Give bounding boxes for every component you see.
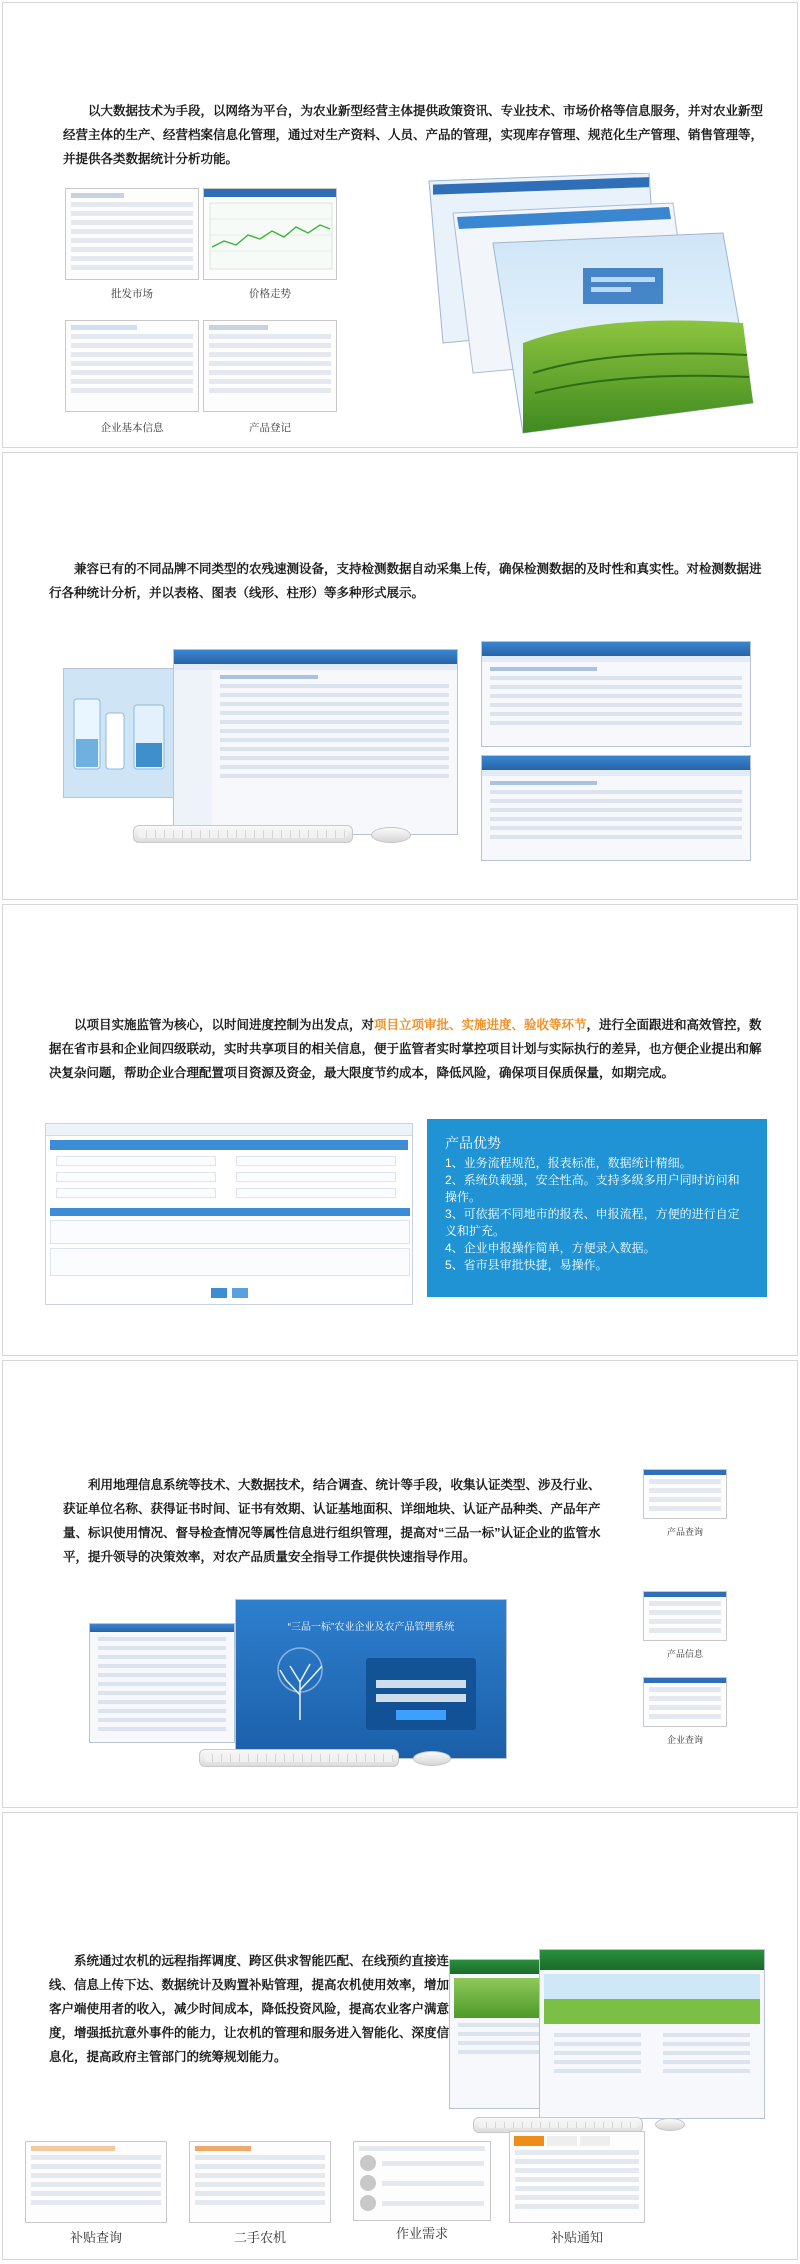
price-trend-thumbnail xyxy=(203,188,337,280)
detection-table-screen-top xyxy=(481,641,751,747)
mouse xyxy=(371,827,411,843)
subsidy-notice-caption: 补贴通知 xyxy=(550,2230,603,2245)
system-title: “三品一标”农业企业及农产品管理系统 xyxy=(287,1622,455,1633)
advantage-item-4: 4、企业申报操作简单，方便录入数据。 xyxy=(445,1241,656,1255)
subsidy-query-caption: 补贴查询 xyxy=(69,2230,122,2245)
keyboard xyxy=(133,825,353,843)
section-pesticide-detection xyxy=(2,452,798,900)
advantage-item-2: 2、系统负载强，安全性高。支持多级多用户同时访问和操作。 xyxy=(445,1173,740,1204)
price-trend-caption: 价格走势 xyxy=(249,288,291,300)
advantage-item-1: 1、业务流程规范，报表标准，数据统计精细。 xyxy=(445,1156,692,1170)
lab-monitor xyxy=(63,668,183,798)
product-query-caption: 产品查询 xyxy=(666,1527,703,1537)
platform-screens-illustration xyxy=(423,173,763,443)
section-project-supervision xyxy=(2,904,798,1356)
used-machinery-caption: 二手农机 xyxy=(233,2230,286,2245)
product-info-caption: 产品信息 xyxy=(666,1649,703,1659)
section-5-text: 系统通过农机的远程指挥调度、跨区供求智能匹配、在线预约直接连线、信息上传下达、数据统计及购置补贴管理，提高农机使用效率，增加客户端使用者的收入，减少时间成本，降低投资风险，提高农业客户满意度，增强抵抗意外事件的能力，让农机的管理和服务进入智能化、深度信息化，提高政府主管部门的统筹规划能力。 xyxy=(49,1954,450,2064)
mouse xyxy=(413,1751,451,1766)
work-demand-thumbnail xyxy=(353,2141,491,2221)
detection-table-screen-bottom xyxy=(481,755,751,861)
tree-icon xyxy=(236,1600,507,1759)
used-machinery-thumbnail xyxy=(189,2141,331,2223)
product-advantages-panel xyxy=(427,1119,767,1297)
section-2-text: 兼容已有的不同品牌不同类型的农残速测设备，支持检测数据自动采集上传，确保检测数据的及时性和真实性。对检测数据进行各种统计分析，并以表格、图表（线形、柱形）等多种形式展示。 xyxy=(49,562,762,600)
wholesale-market-thumbnail xyxy=(65,188,199,280)
section-production-management xyxy=(2,2,798,448)
enterprise-info-caption: 企业基本信息 xyxy=(100,422,164,434)
section-3-text-before: 以项目实施监管为核心，以时间进度控制为出发点，对 xyxy=(74,1018,375,1032)
enterprise-query-caption: 企业查询 xyxy=(666,1735,703,1745)
section-4-text: 利用地理信息系统等技术、大数据技术，结合调查、统计等手段，收集认证类型、涉及行业、获证单位名称、获得证书时间、证书有效期、认证基地面积、详细地块、认证产品种类、产品年产量、标识使用情况、督导检查情况等属性信息进行组织管理，提高对“三品一标”认证企业的监管水平，提升领导的决策效率，对农产品质量安全指导工作提供快速指导作用。 xyxy=(63,1478,601,1564)
enterprise-query-thumbnail xyxy=(643,1677,727,1727)
enterprise-info-thumbnail xyxy=(65,320,199,412)
wholesale-market-caption: 批发市场 xyxy=(111,288,153,300)
machinery-site-screen-front xyxy=(539,1949,765,2119)
advantage-item-5: 5、省市县审批快捷，易操作。 xyxy=(445,1258,608,1272)
detection-system-monitor xyxy=(173,649,458,835)
three-products-system-monitor xyxy=(235,1599,507,1759)
advantage-item-3: 3、可依据不同地市的报表、申报流程，方便的进行自定义和扩充。 xyxy=(445,1207,740,1238)
section-1-text: 以大数据技术为手段，以网络为平台，为农业新型经营主体提供政策资讯、专业技术、市场价格等信息服务，并对农业新型经营主体的生产、经营档案信息化管理，通过对生产资料、人员、产品的管理，实现库存管理、规范化生产管理、销售管理等，并提供各类数据统计分析功能。 xyxy=(63,104,764,166)
keyboard xyxy=(199,1749,399,1767)
section-three-products-one-label xyxy=(2,1360,798,1808)
mouse xyxy=(655,2118,685,2131)
subsidy-notice-thumbnail xyxy=(509,2131,645,2223)
subsidy-query-thumbnail xyxy=(25,2141,167,2223)
project-form-screenshot xyxy=(45,1123,413,1305)
product-registration-caption: 产品登记 xyxy=(249,422,291,434)
product-registration-thumbnail xyxy=(203,320,337,412)
section-3-text xyxy=(49,1013,769,1085)
section-agricultural-machinery xyxy=(2,1812,798,2260)
section-3-text-after: ，进行全面跟进和高效管控，数据在省市县和企业间四级联动，实时共享项目的相关信息，便于监管者实时掌控项目计划与实际执行的差异，也方便企业提出和解决复杂问题，帮助企业合理配置项目资源及资金，最大限度节约成本，降低风险，确保项目保质保量，如期完成。 xyxy=(49,1018,762,1080)
product-query-thumbnail xyxy=(643,1469,727,1519)
advantages-title: 产品优势 xyxy=(445,1135,501,1151)
product-info-thumbnail xyxy=(643,1591,727,1641)
work-demand-caption: 作业需求 xyxy=(395,2226,448,2241)
section-3-text-highlight: 项目立项审批、实施进度、验收等环节 xyxy=(374,1018,587,1032)
side-table-screen xyxy=(89,1623,235,1743)
